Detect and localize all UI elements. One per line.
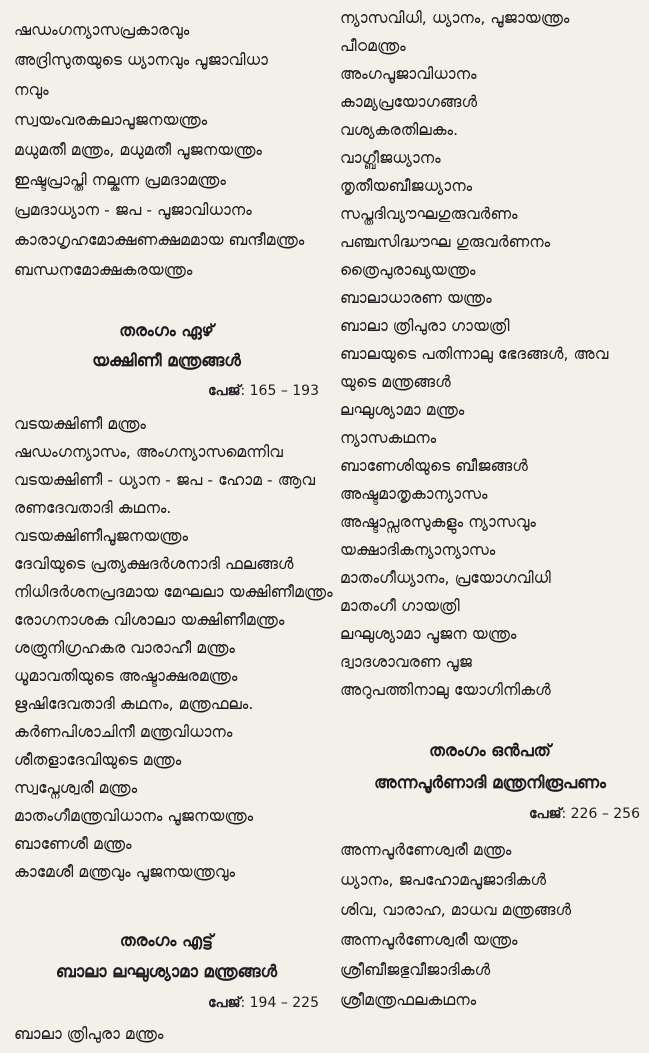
toc-entry: സ്വപ്നേശ്വരീ മന്ത്രം [14, 779, 138, 797]
page-numbers: : 226 – 256 [561, 806, 640, 822]
toc-entry: യക്ഷാദികന്യാന്യാസം [340, 541, 496, 559]
page-label: പേജ് [207, 995, 241, 1011]
toc-entry: അംഗപൂജാവിധാനം [340, 65, 477, 83]
toc-entry: ശിവ, വാരാഹ, മാധവ മന്ത്രങ്ങൾ [340, 901, 572, 919]
page-label: പേജ് [207, 383, 241, 399]
page-numbers: : 194 – 225 [240, 995, 319, 1011]
toc-entry: സ്വയംവരകലാപൂജനയന്ത്രം [14, 111, 208, 129]
toc-entry: ന്യാസവിധി, ധ്യാനം, പൂജായന്ത്രം [340, 9, 570, 27]
toc-entry: കാരാഗൃഹമോക്ഷണക്ഷമമായ ബന്ദീമന്ത്രം [14, 231, 305, 249]
toc-entry: നിധിദർശനപ്രദമായ മേഘലാ യക്ഷിണീമന്ത്രം [14, 583, 333, 601]
toc-entry: പീഠമന്ത്രം [340, 37, 406, 55]
toc-entry: നവും [14, 81, 49, 99]
toc-entry: ശീതളാദേവിയുടെ മന്ത്രം [14, 751, 182, 769]
toc-entry: രണദേവതാദി കഥനം. [14, 499, 172, 517]
toc-entry: സപ്തദിവ്യൗഘഗുരുവർണം [340, 205, 518, 223]
toc-entry: വടയക്ഷിണീ മന്ത്രം [14, 415, 147, 433]
toc-entry: രോഗനാശക വിശാലാ യക്ഷിണീമന്ത്രം [14, 611, 285, 629]
toc-entry: വടയക്ഷിണീ - ധ്യാന - ജപ - ഹോമ - ആവ [14, 471, 316, 489]
toc-entry: മാതംഗീധ്യാനം, പ്രയോഗവിധി [340, 569, 551, 587]
toc-entry: ശ്രീമന്ത്രഫലകഥനം [340, 991, 477, 1009]
toc-entry: വടയക്ഷിണീപൂജനയന്ത്രം [14, 527, 189, 545]
toc-entry: അന്നപൂർണേശ്വരീ യന്ത്രം [340, 931, 518, 949]
page-label: പേജ് [528, 806, 562, 822]
section-subtitle: യക്ഷിണീ മന്ത്രങ്ങൾ [92, 351, 241, 370]
toc-entry: അഷ്ടാപ്സരസുകളും ന്യാസവും [340, 513, 536, 531]
section-title: തരംഗം എട്ട് [119, 931, 214, 950]
page-range [14, 381, 319, 401]
toc-entry: ലഘുശ്യാമാ പൂജന യന്ത്രം [340, 625, 517, 643]
toc-entry: അന്നപൂർണേശ്വരീ മന്ത്രം [340, 841, 512, 859]
section-title: തരംഗം ഏഴ് [119, 321, 214, 340]
toc-entry: വാഗ്ബീജധ്യാനം [340, 149, 441, 167]
section-subtitle: ബാലാ ലഘുശ്യാമാ മന്ത്രങ്ങൾ [55, 962, 278, 981]
toc-entry: ദ്വാദശാവരണ പൂജ [340, 653, 472, 671]
toc-entry: പഞ്ചസിദ്ധൗഘ ഗുരുവർണനം [340, 233, 551, 251]
toc-entry: കാമേശീ മന്ത്രവും പൂജനയന്ത്രവും [14, 863, 236, 881]
toc-entry: ധ്യാനം, ജപഹോമപൂജാദികൾ [340, 871, 547, 889]
toc-entry: ബാലാ ത്രിപുരാ മന്ത്രം [14, 1025, 164, 1043]
page-numbers: : 165 – 193 [240, 383, 319, 399]
toc-entry: ബാണേശീ മന്ത്രം [14, 835, 132, 853]
toc-entry: ശ്രീബീജഭുവീജാദികൾ [340, 961, 491, 979]
toc-entry: ലഘുശ്യാമാ മന്ത്രം [340, 401, 465, 419]
toc-entry: ഋഷിദേവതാദി കഥനം, മന്ത്രഫലം. [14, 695, 254, 713]
toc-entry: കർണപിശാചിനീ മന്ത്രവിധാനം [14, 723, 233, 741]
toc-entry: ശത്രുനിഗ്രഹകര വാരാഹീ മന്ത്രം [14, 639, 236, 657]
toc-entry: അഷ്ടമാതൃകാന്യാസം [340, 485, 488, 503]
toc-entry: പ്രമദാധ്യാന - ജപ - പൂജാവിധാനം [14, 201, 252, 219]
toc-entry: ദേവിയുടെ പ്രത്യക്ഷദർശനാദി ഫലങ്ങൾ [14, 555, 294, 573]
page-range [14, 993, 319, 1013]
toc-entry: മധുമതീ മന്ത്രം, മധുമതീ പൂജനയന്ത്രം [14, 141, 262, 159]
page-range [340, 804, 640, 824]
toc-entry: മാതംഗീ ഗായത്രി [340, 597, 460, 615]
toc-entry: കാമ്യപ്രയോഗങ്ങൾ [340, 93, 478, 111]
toc-entry: ഷഡംഗന്യാസപ്രകാരവും [14, 21, 190, 39]
toc-entry: ബാലാ ത്രിപുരാ ഗായത്രി [340, 317, 510, 335]
toc-entry: മാതംഗീമന്ത്രവിധാനം പൂജനയന്ത്രം [14, 807, 254, 825]
toc-entry: ഷഡംഗന്യാസം, അംഗന്യാസമെന്നിവ [14, 443, 283, 461]
section-subtitle: അന്നപൂർണാദി മന്ത്രനിരൂപണം [374, 773, 606, 792]
toc-entry: ബാലാധാരണ യന്ത്രം [340, 289, 492, 307]
toc-entry: ന്യാസകഥനം [340, 429, 437, 447]
toc-entry: യുടെ മന്ത്രങ്ങൾ [340, 373, 451, 391]
toc-entry: ബാലയുടെ പതിന്നാലു ഭേദങ്ങൾ, അവ [340, 345, 609, 363]
toc-entry: ബന്ധനമോക്ഷകരയന്ത്രം [14, 261, 193, 279]
toc-entry: തൃതീയബീജധ്യാനം [340, 177, 473, 195]
toc-entry: ബാണേശിയുടെ ബീജങ്ങൾ [340, 457, 528, 475]
toc-entry: ഇഷ്ടപ്രാപ്തി നല്കുന്ന പ്രമദാമന്ത്രം [14, 171, 226, 189]
toc-entry: അദ്രിസുതയുടെ ധ്യാനവും പൂജാവിധാ [14, 51, 268, 69]
toc-entry: വശ്യകരതിലകം. [340, 121, 459, 139]
toc-entry: ധൂമാവതിയുടെ അഷ്ടാക്ഷരമന്ത്രം [14, 667, 238, 685]
toc-entry: അറുപത്തിനാലു യോഗിനികൾ [340, 681, 551, 699]
toc-entry: ത്രൈപുരാഖ്യയന്ത്രം [340, 261, 476, 279]
section-title: തരംഗം ഒൻപത് [429, 741, 551, 760]
